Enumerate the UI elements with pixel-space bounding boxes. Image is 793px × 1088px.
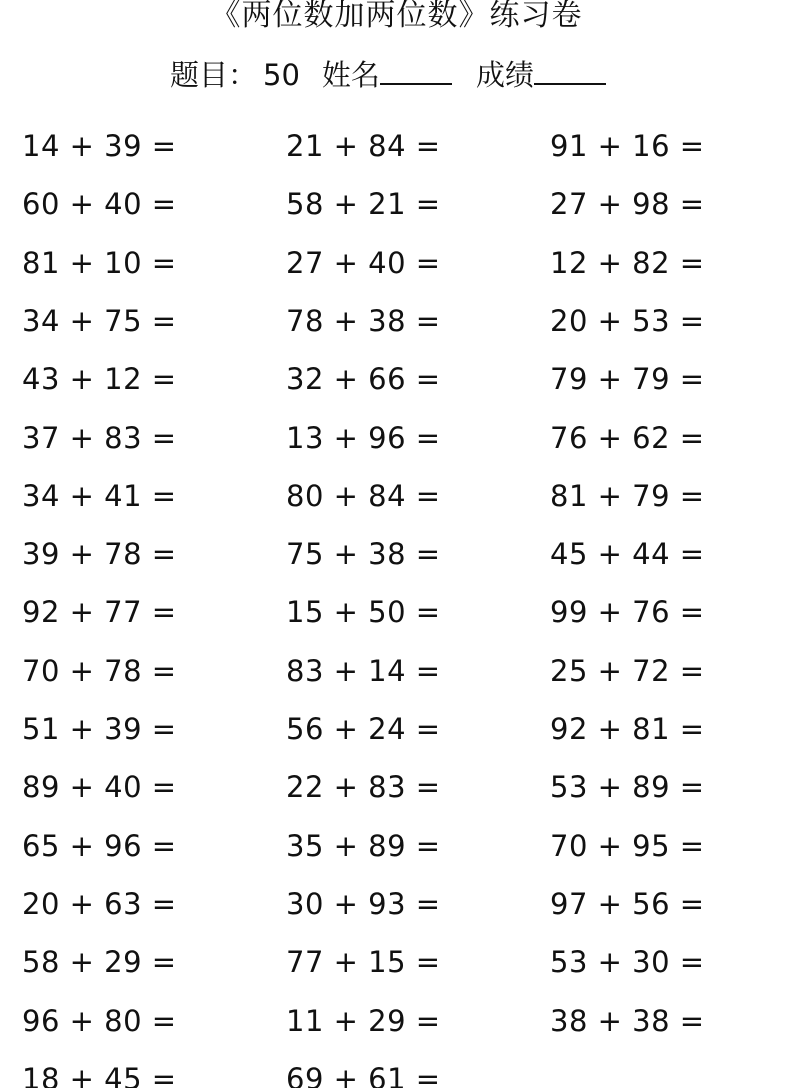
problem-item: 38 + 38 = xyxy=(550,1003,705,1038)
problem-item: 20 + 63 = xyxy=(22,886,177,921)
problem-item: 27 + 40 = xyxy=(286,245,441,280)
problem-item: 27 + 98 = xyxy=(550,187,705,222)
problem-item: 34 + 75 = xyxy=(22,303,177,338)
problem-item: 18 + 45 = xyxy=(22,1061,177,1088)
problem-item: 39 + 78 = xyxy=(22,537,177,572)
problem-item: 53 + 89 = xyxy=(550,770,705,805)
problem-item: 13 + 96 = xyxy=(286,420,441,455)
problem-item: 70 + 78 = xyxy=(22,653,177,688)
worksheet-title: 《两位数加两位数》练习卷 xyxy=(210,0,583,33)
problem-item: 77 + 15 = xyxy=(286,945,441,980)
problem-item: 22 + 83 = xyxy=(286,770,441,805)
problem-item: 20 + 53 = xyxy=(550,303,705,338)
score-label: 成绩 xyxy=(475,58,534,92)
problem-item: 34 + 41 = xyxy=(22,478,177,513)
problem-item: 75 + 38 = xyxy=(286,537,441,572)
problem-item: 81 + 10 = xyxy=(22,245,177,280)
problem-item: 81 + 79 = xyxy=(550,478,705,513)
problem-item: 76 + 62 = xyxy=(550,420,705,455)
problem-item: 69 + 61 = xyxy=(286,1061,441,1088)
problem-item: 43 + 12 = xyxy=(22,362,177,397)
problem-item: 60 + 40 = xyxy=(22,187,177,222)
problem-item: 51 + 39 = xyxy=(22,712,177,746)
problem-item: 12 + 82 = xyxy=(550,245,705,280)
problem-item: 21 + 84 = xyxy=(286,129,441,163)
problem-item: 58 + 29 = xyxy=(22,945,177,980)
problem-item: 96 + 80 = xyxy=(22,1003,177,1038)
problem-item: 58 + 21 = xyxy=(286,187,441,222)
problem-item: 79 + 79 = xyxy=(550,362,705,397)
problem-item: 32 + 66 = xyxy=(286,362,441,397)
problem-item: 53 + 30 = xyxy=(550,945,705,980)
name-label: 姓名 xyxy=(321,58,380,92)
problem-item: 99 + 76 = xyxy=(550,595,705,630)
problem-item: 45 + 44 = xyxy=(550,537,705,572)
problem-item: 37 + 83 = xyxy=(22,420,177,455)
problem-item: 91 + 16 = xyxy=(550,129,705,163)
problem-item: 14 + 39 = xyxy=(22,129,177,163)
problem-item: 83 + 14 = xyxy=(286,653,441,688)
problem-item: 15 + 50 = xyxy=(286,595,441,630)
question-count-value: 50 xyxy=(263,58,300,92)
problem-item: 97 + 56 = xyxy=(550,886,705,921)
problem-item: 35 + 89 = xyxy=(286,828,441,863)
problem-item: 80 + 84 = xyxy=(286,478,441,513)
problem-item: 56 + 24 = xyxy=(286,712,441,746)
problem-item: 92 + 81 = xyxy=(550,712,705,746)
problem-item: 78 + 38 = xyxy=(286,303,441,338)
problem-item: 65 + 96 = xyxy=(22,828,177,863)
question-count-label: 题目： xyxy=(170,58,258,92)
problem-item: 92 + 77 = xyxy=(22,595,177,630)
problem-item: 70 + 95 = xyxy=(550,828,705,863)
problem-item: 30 + 93 = xyxy=(286,886,441,921)
problem-item: 11 + 29 = xyxy=(286,1003,441,1038)
problem-item: 89 + 40 = xyxy=(22,770,177,805)
problem-item: 25 + 72 = xyxy=(550,653,705,688)
